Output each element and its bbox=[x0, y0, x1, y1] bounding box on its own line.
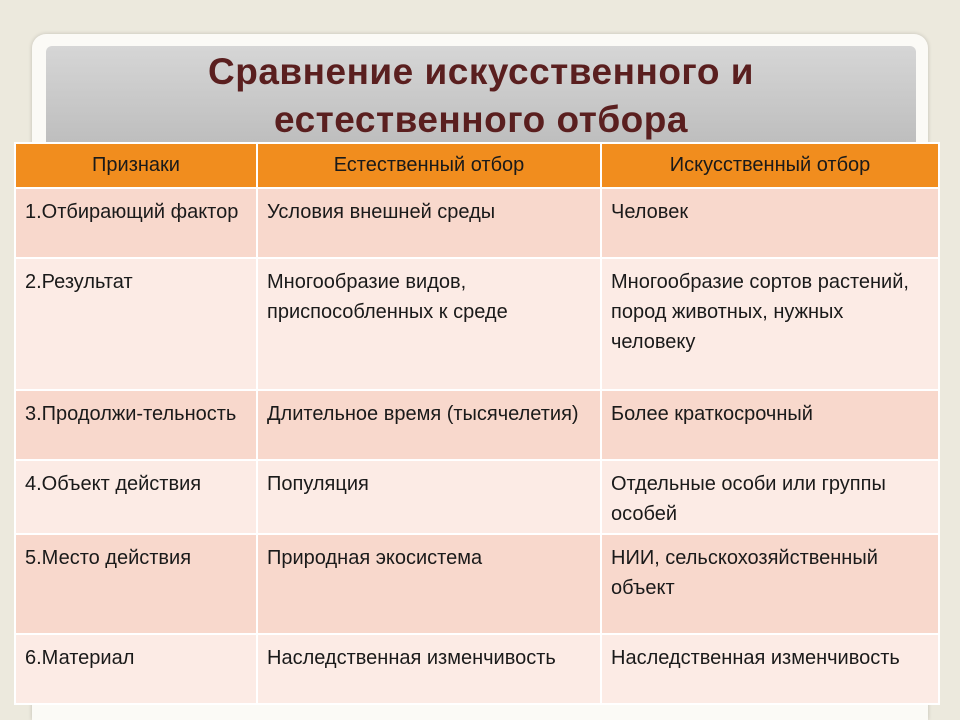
slide-title bbox=[46, 48, 916, 144]
cell-natural: Длительное время (тысячелетия) bbox=[257, 390, 601, 460]
cell-criteria: 1.Отбирающий фактор bbox=[15, 188, 257, 258]
slide-title-line-1: Сравнение искусственного и bbox=[208, 51, 754, 92]
cell-criteria: 6.Материал bbox=[15, 634, 257, 704]
cell-natural: Многообразие видов, приспособленных к среде bbox=[257, 258, 601, 390]
table-row bbox=[15, 634, 939, 704]
table-row bbox=[15, 188, 939, 258]
cell-criteria: 2.Результат bbox=[15, 258, 257, 390]
table-row bbox=[15, 460, 939, 534]
cell-natural: Наследственная изменчивость bbox=[257, 634, 601, 704]
table-row bbox=[15, 390, 939, 460]
cell-natural: Популяция bbox=[257, 460, 601, 534]
header-natural-selection: Естественный отбор bbox=[257, 143, 601, 188]
cell-artificial: Многообразие сортов растений, пород животных, нужных человеку bbox=[601, 258, 939, 390]
cell-artificial: Человек bbox=[601, 188, 939, 258]
cell-criteria: 4.Объект действия bbox=[15, 460, 257, 534]
table-row bbox=[15, 258, 939, 390]
cell-criteria: 5.Место действия bbox=[15, 534, 257, 634]
cell-artificial: Отдельные особи или группы особей bbox=[601, 460, 939, 534]
table-header-row bbox=[15, 143, 939, 188]
slide-title-line-2: естественного отбора bbox=[274, 99, 688, 140]
cell-artificial: Более краткосрочный bbox=[601, 390, 939, 460]
comparison-table bbox=[14, 142, 940, 705]
cell-artificial: Наследственная изменчивость bbox=[601, 634, 939, 704]
header-criteria: Признаки bbox=[15, 143, 257, 188]
header-artificial-selection: Искусственный отбор bbox=[601, 143, 939, 188]
cell-natural: Природная экосистема bbox=[257, 534, 601, 634]
cell-artificial: НИИ, сельскохозяйственный объект bbox=[601, 534, 939, 634]
cell-natural: Условия внешней среды bbox=[257, 188, 601, 258]
table-row bbox=[15, 534, 939, 634]
cell-criteria: 3.Продолжи-тельность bbox=[15, 390, 257, 460]
